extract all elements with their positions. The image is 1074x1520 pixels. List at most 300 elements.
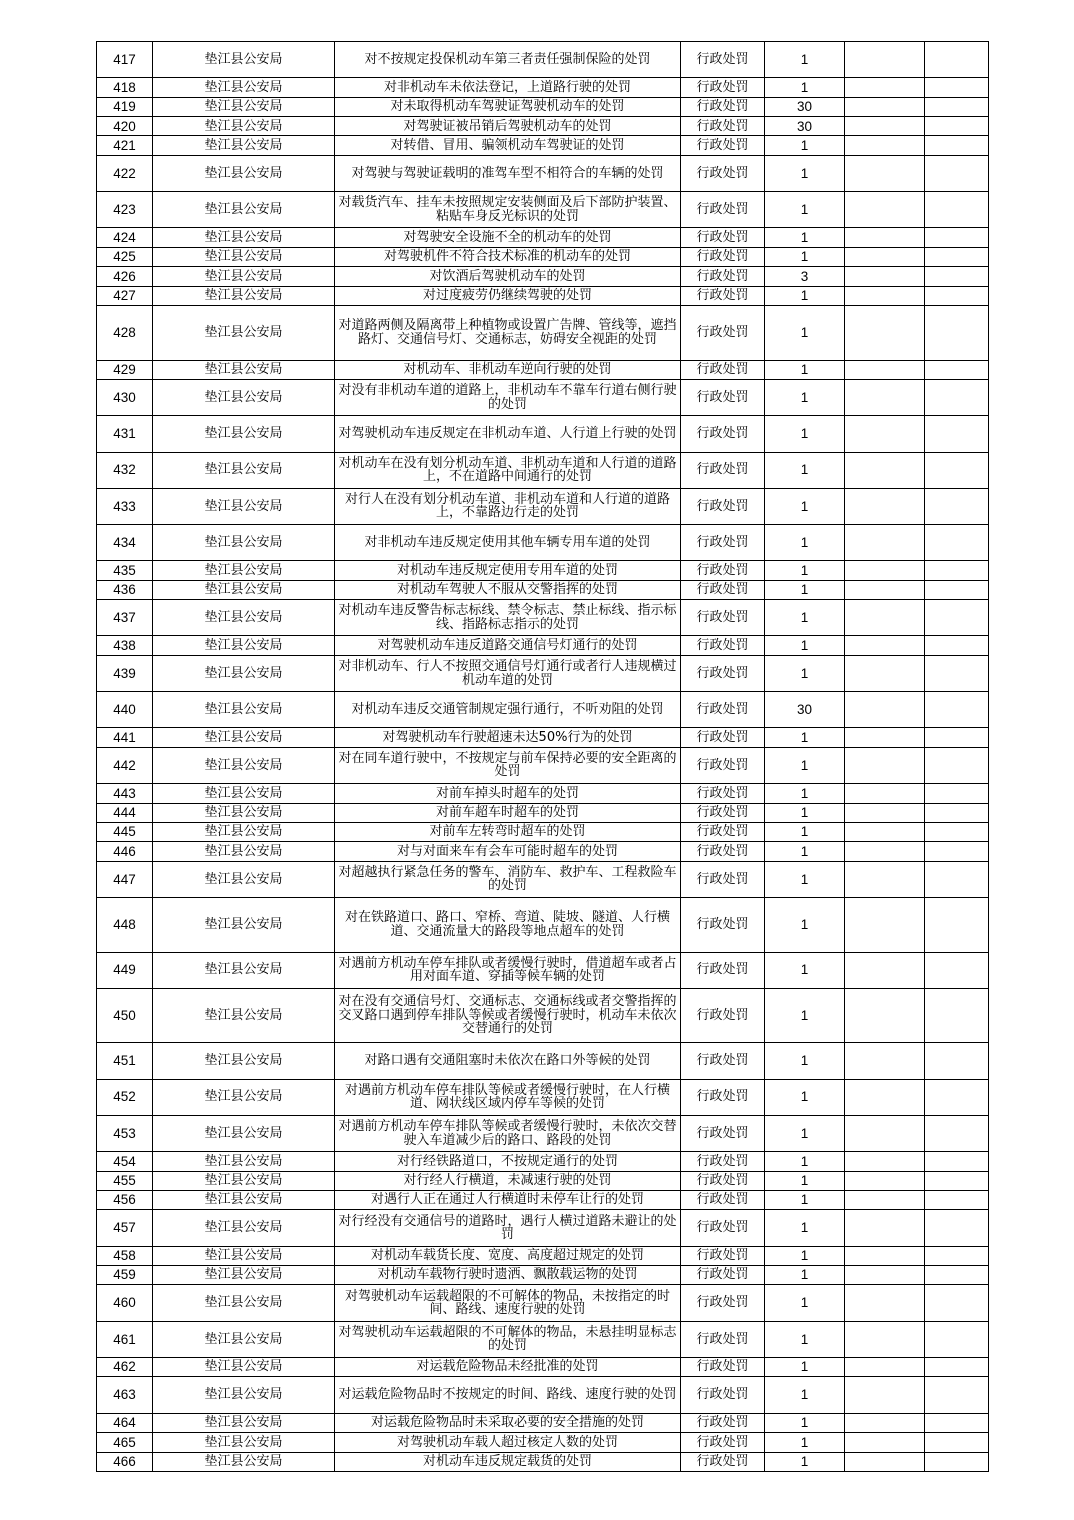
row-number: 447	[97, 861, 153, 897]
row-number: 459	[97, 1266, 153, 1285]
department-cell: 垫江县公安局	[153, 97, 335, 116]
table-row	[97, 452, 989, 488]
department-cell: 垫江县公安局	[153, 1358, 335, 1377]
empty-cell	[845, 636, 925, 655]
count-cell: 1	[765, 192, 845, 228]
count-cell: 1	[765, 1246, 845, 1265]
department-cell: 垫江县公安局	[153, 1377, 335, 1413]
count-cell: 1	[765, 784, 845, 803]
row-number: 464	[97, 1413, 153, 1432]
type-cell: 行政处罚	[681, 379, 765, 415]
type-cell: 行政处罚	[681, 1358, 765, 1377]
row-number: 435	[97, 561, 153, 580]
count-cell: 1	[765, 306, 845, 361]
empty-cell	[845, 1452, 925, 1471]
department-cell: 垫江县公安局	[153, 1452, 335, 1471]
empty-cell	[845, 822, 925, 841]
count-cell: 1	[765, 416, 845, 452]
row-number: 454	[97, 1152, 153, 1171]
empty-cell	[925, 155, 989, 191]
empty-cell	[925, 1433, 989, 1452]
department-cell: 垫江县公安局	[153, 488, 335, 524]
type-cell: 行政处罚	[681, 728, 765, 747]
empty-cell	[925, 228, 989, 247]
type-cell: 行政处罚	[681, 360, 765, 379]
row-number: 462	[97, 1358, 153, 1377]
type-cell: 行政处罚	[681, 1377, 765, 1413]
empty-cell	[925, 78, 989, 97]
empty-cell	[925, 898, 989, 953]
department-cell: 垫江县公安局	[153, 1413, 335, 1432]
count-cell: 1	[765, 1413, 845, 1432]
table-row	[97, 861, 989, 897]
table-row	[97, 1377, 989, 1413]
count-cell: 1	[765, 842, 845, 861]
table-row	[97, 379, 989, 415]
type-cell: 行政处罚	[681, 488, 765, 524]
count-cell: 1	[765, 488, 845, 524]
department-cell: 垫江县公安局	[153, 452, 335, 488]
empty-cell	[845, 1358, 925, 1377]
empty-cell	[845, 42, 925, 78]
empty-cell	[845, 1413, 925, 1432]
table-body	[97, 42, 989, 1472]
row-number: 461	[97, 1321, 153, 1357]
empty-cell	[925, 1115, 989, 1151]
empty-cell	[845, 452, 925, 488]
item-cell: 对行经人行横道，未减速行驶的处罚	[335, 1171, 681, 1190]
row-number: 434	[97, 525, 153, 561]
department-cell: 垫江县公安局	[153, 1152, 335, 1171]
department-cell: 垫江县公安局	[153, 861, 335, 897]
empty-cell	[845, 728, 925, 747]
empty-cell	[845, 803, 925, 822]
empty-cell	[845, 416, 925, 452]
row-number: 442	[97, 747, 153, 783]
empty-cell	[925, 861, 989, 897]
row-number: 457	[97, 1210, 153, 1246]
row-number: 438	[97, 636, 153, 655]
type-cell: 行政处罚	[681, 636, 765, 655]
item-cell: 对驾驶安全设施不全的机动车的处罚	[335, 228, 681, 247]
count-cell: 1	[765, 580, 845, 599]
row-number: 455	[97, 1171, 153, 1190]
count-cell: 1	[765, 988, 845, 1043]
department-cell: 垫江县公安局	[153, 580, 335, 599]
department-cell: 垫江县公安局	[153, 192, 335, 228]
empty-cell	[845, 97, 925, 116]
item-cell: 对路口遇有交通阻塞时未依次在路口外等候的处罚	[335, 1043, 681, 1079]
row-number: 444	[97, 803, 153, 822]
item-cell: 对驾驶机件不符合技术标准的机动车的处罚	[335, 247, 681, 266]
table-row	[97, 561, 989, 580]
item-cell: 对运载危险物品未经批准的处罚	[335, 1358, 681, 1377]
row-number: 440	[97, 692, 153, 728]
department-cell: 垫江县公安局	[153, 636, 335, 655]
count-cell: 1	[765, 155, 845, 191]
empty-cell	[925, 267, 989, 286]
table-row	[97, 636, 989, 655]
table-row	[97, 1358, 989, 1377]
table-row	[97, 580, 989, 599]
item-cell: 对饮酒后驾驶机动车的处罚	[335, 267, 681, 286]
type-cell: 行政处罚	[681, 784, 765, 803]
empty-cell	[845, 1079, 925, 1115]
empty-cell	[925, 784, 989, 803]
empty-cell	[925, 1377, 989, 1413]
empty-cell	[925, 525, 989, 561]
empty-cell	[845, 861, 925, 897]
row-number: 451	[97, 1043, 153, 1079]
department-cell: 垫江县公安局	[153, 117, 335, 136]
table-row	[97, 747, 989, 783]
empty-cell	[925, 1413, 989, 1432]
type-cell: 行政处罚	[681, 42, 765, 78]
empty-cell	[845, 1377, 925, 1413]
department-cell: 垫江县公安局	[153, 1043, 335, 1079]
item-cell: 对机动车载物行驶时遗洒、飘散载运物的处罚	[335, 1266, 681, 1285]
department-cell: 垫江县公安局	[153, 692, 335, 728]
table-row	[97, 267, 989, 286]
table-row	[97, 286, 989, 305]
row-number: 446	[97, 842, 153, 861]
empty-cell	[925, 636, 989, 655]
count-cell: 1	[765, 78, 845, 97]
table-row	[97, 600, 989, 636]
department-cell: 垫江县公安局	[153, 1266, 335, 1285]
count-cell: 1	[765, 1433, 845, 1452]
type-cell: 行政处罚	[681, 1043, 765, 1079]
empty-cell	[925, 117, 989, 136]
table-row	[97, 822, 989, 841]
table-row	[97, 728, 989, 747]
empty-cell	[845, 1171, 925, 1190]
empty-cell	[925, 728, 989, 747]
type-cell: 行政处罚	[681, 655, 765, 691]
count-cell: 1	[765, 452, 845, 488]
type-cell: 行政处罚	[681, 286, 765, 305]
empty-cell	[845, 1210, 925, 1246]
table-row	[97, 155, 989, 191]
row-number: 450	[97, 988, 153, 1043]
table-row	[97, 784, 989, 803]
item-cell: 对不按规定投保机动车第三者责任强制保险的处罚	[335, 42, 681, 78]
department-cell: 垫江县公安局	[153, 1171, 335, 1190]
department-cell: 垫江县公安局	[153, 267, 335, 286]
count-cell: 1	[765, 898, 845, 953]
count-cell: 3	[765, 267, 845, 286]
row-number: 452	[97, 1079, 153, 1115]
empty-cell	[845, 136, 925, 155]
row-number: 441	[97, 728, 153, 747]
department-cell: 垫江县公安局	[153, 898, 335, 953]
row-number: 433	[97, 488, 153, 524]
count-cell: 1	[765, 600, 845, 636]
count-cell: 1	[765, 1321, 845, 1357]
empty-cell	[925, 416, 989, 452]
type-cell: 行政处罚	[681, 580, 765, 599]
empty-cell	[925, 42, 989, 78]
count-cell: 1	[765, 228, 845, 247]
table-row	[97, 1190, 989, 1209]
empty-cell	[925, 580, 989, 599]
type-cell: 行政处罚	[681, 842, 765, 861]
item-cell: 对非机动车未依法登记，上道路行驶的处罚	[335, 78, 681, 97]
row-number: 426	[97, 267, 153, 286]
count-cell: 1	[765, 1043, 845, 1079]
empty-cell	[925, 286, 989, 305]
empty-cell	[925, 600, 989, 636]
item-cell: 对机动车在没有划分机动车道、非机动车道和人行道的道路上，不在道路中间通行的处罚	[335, 452, 681, 488]
row-number: 431	[97, 416, 153, 452]
count-cell: 1	[765, 1190, 845, 1209]
table-row	[97, 97, 989, 116]
row-number: 422	[97, 155, 153, 191]
empty-cell	[845, 580, 925, 599]
empty-cell	[925, 488, 989, 524]
row-number: 437	[97, 600, 153, 636]
count-cell: 1	[765, 1171, 845, 1190]
empty-cell	[845, 286, 925, 305]
row-number: 453	[97, 1115, 153, 1151]
type-cell: 行政处罚	[681, 525, 765, 561]
item-cell: 对过度疲劳仍继续驾驶的处罚	[335, 286, 681, 305]
row-number: 436	[97, 580, 153, 599]
empty-cell	[845, 1043, 925, 1079]
table-row	[97, 488, 989, 524]
table-row	[97, 228, 989, 247]
empty-cell	[925, 1285, 989, 1321]
row-number: 417	[97, 42, 153, 78]
type-cell: 行政处罚	[681, 1246, 765, 1265]
table-row	[97, 803, 989, 822]
type-cell: 行政处罚	[681, 600, 765, 636]
table-row	[97, 842, 989, 861]
department-cell: 垫江县公安局	[153, 803, 335, 822]
row-number: 419	[97, 97, 153, 116]
empty-cell	[845, 842, 925, 861]
department-cell: 垫江县公安局	[153, 1321, 335, 1357]
count-cell: 1	[765, 1358, 845, 1377]
item-cell: 对驾驶机动车违反规定在非机动车道、人行道上行驶的处罚	[335, 416, 681, 452]
count-cell: 1	[765, 1452, 845, 1471]
table-row	[97, 1285, 989, 1321]
item-cell: 对机动车违反规定使用专用车道的处罚	[335, 561, 681, 580]
count-cell: 30	[765, 692, 845, 728]
empty-cell	[845, 692, 925, 728]
item-cell: 对遇行人正在通过人行横道时未停车让行的处罚	[335, 1190, 681, 1209]
empty-cell	[925, 1246, 989, 1265]
empty-cell	[845, 561, 925, 580]
department-cell: 垫江县公安局	[153, 1210, 335, 1246]
type-cell: 行政处罚	[681, 1321, 765, 1357]
type-cell: 行政处罚	[681, 97, 765, 116]
item-cell: 对行经铁路道口，不按规定通行的处罚	[335, 1152, 681, 1171]
row-number: 427	[97, 286, 153, 305]
empty-cell	[845, 1266, 925, 1285]
department-cell: 垫江县公安局	[153, 842, 335, 861]
item-cell: 对在同车道行驶中，不按规定与前车保持必要的安全距离的处罚	[335, 747, 681, 783]
table-row	[97, 1413, 989, 1432]
item-cell: 对驾驶机动车运载超限的不可解体的物品，未悬挂明显标志的处罚	[335, 1321, 681, 1357]
item-cell: 对未取得机动车驾驶证驾驶机动车的处罚	[335, 97, 681, 116]
row-number: 424	[97, 228, 153, 247]
type-cell: 行政处罚	[681, 192, 765, 228]
item-cell: 对在没有交通信号灯、交通标志、交通标线或者交警指挥的交叉路口遇到停车排队等候或者缓慢行驶时，机动车未依次交替通行的处罚	[335, 988, 681, 1043]
table-row	[97, 692, 989, 728]
row-number: 465	[97, 1433, 153, 1452]
type-cell: 行政处罚	[681, 78, 765, 97]
empty-cell	[925, 452, 989, 488]
empty-cell	[845, 1285, 925, 1321]
item-cell: 对非机动车违反规定使用其他车辆专用车道的处罚	[335, 525, 681, 561]
department-cell: 垫江县公安局	[153, 728, 335, 747]
row-number: 432	[97, 452, 153, 488]
table-row	[97, 1171, 989, 1190]
type-cell: 行政处罚	[681, 136, 765, 155]
empty-cell	[845, 1152, 925, 1171]
type-cell: 行政处罚	[681, 1115, 765, 1151]
item-cell: 对机动车、非机动车逆向行驶的处罚	[335, 360, 681, 379]
table-row	[97, 136, 989, 155]
count-cell: 1	[765, 728, 845, 747]
item-cell: 对机动车违反警告标志标线、禁令标志、禁止标线、指示标线、指路标志指示的处罚	[335, 600, 681, 636]
empty-cell	[845, 988, 925, 1043]
item-cell: 对驾驶证被吊销后驾驶机动车的处罚	[335, 117, 681, 136]
table-row	[97, 416, 989, 452]
empty-cell	[845, 525, 925, 561]
empty-cell	[925, 1210, 989, 1246]
count-cell: 1	[765, 655, 845, 691]
empty-cell	[925, 1266, 989, 1285]
row-number: 458	[97, 1246, 153, 1265]
table-row	[97, 525, 989, 561]
empty-cell	[925, 655, 989, 691]
item-cell: 对运载危险物品时未采取必要的安全措施的处罚	[335, 1413, 681, 1432]
item-cell: 对非机动车、行人不按照交通信号灯通行或者行人违规横过机动车道的处罚	[335, 655, 681, 691]
row-number: 425	[97, 247, 153, 266]
item-cell: 对机动车违反交通管制规定强行通行，不听劝阻的处罚	[335, 692, 681, 728]
empty-cell	[925, 1452, 989, 1471]
row-number: 423	[97, 192, 153, 228]
type-cell: 行政处罚	[681, 416, 765, 452]
department-cell: 垫江县公安局	[153, 822, 335, 841]
empty-cell	[845, 247, 925, 266]
table-row	[97, 898, 989, 953]
row-number: 445	[97, 822, 153, 841]
table-row	[97, 1452, 989, 1471]
empty-cell	[925, 842, 989, 861]
empty-cell	[845, 488, 925, 524]
empty-cell	[845, 1115, 925, 1151]
empty-cell	[845, 952, 925, 988]
row-number: 430	[97, 379, 153, 415]
empty-cell	[925, 360, 989, 379]
empty-cell	[925, 803, 989, 822]
empty-cell	[925, 747, 989, 783]
empty-cell	[845, 898, 925, 953]
row-number: 421	[97, 136, 153, 155]
item-cell: 对行人在没有划分机动车道、非机动车道和人行道的道路上，不靠路边行走的处罚	[335, 488, 681, 524]
empty-cell	[925, 1190, 989, 1209]
item-cell: 对遇前方机动车停车排队等候或者缓慢行驶时，未依次交替驶入车道减少后的路口、路段的处罚	[335, 1115, 681, 1151]
department-cell: 垫江县公安局	[153, 78, 335, 97]
table-row	[97, 1321, 989, 1357]
item-cell: 对驾驶机动车载人超过核定人数的处罚	[335, 1433, 681, 1452]
count-cell: 1	[765, 247, 845, 266]
department-cell: 垫江县公安局	[153, 42, 335, 78]
department-cell: 垫江县公安局	[153, 1115, 335, 1151]
empty-cell	[845, 747, 925, 783]
empty-cell	[925, 822, 989, 841]
empty-cell	[925, 136, 989, 155]
type-cell: 行政处罚	[681, 561, 765, 580]
table-row	[97, 247, 989, 266]
type-cell: 行政处罚	[681, 1413, 765, 1432]
item-cell: 对超越执行紧急任务的警车、消防车、救护车、工程救险车的处罚	[335, 861, 681, 897]
item-cell: 对驾驶与驾驶证载明的准驾车型不相符合的车辆的处罚	[335, 155, 681, 191]
department-cell: 垫江县公安局	[153, 1433, 335, 1452]
count-cell: 1	[765, 747, 845, 783]
type-cell: 行政处罚	[681, 155, 765, 191]
count-cell: 1	[765, 1152, 845, 1171]
department-cell: 垫江县公安局	[153, 1079, 335, 1115]
table-row	[97, 1079, 989, 1115]
item-cell: 对道路两侧及隔离带上种植物或设置广告牌、管线等，遮挡路灯、交通信号灯、交通标志，妨碍安全视距的处罚	[335, 306, 681, 361]
count-cell: 1	[765, 136, 845, 155]
item-cell: 对前车左转弯时超车的处罚	[335, 822, 681, 841]
type-cell: 行政处罚	[681, 228, 765, 247]
empty-cell	[845, 267, 925, 286]
department-cell: 垫江县公安局	[153, 286, 335, 305]
department-cell: 垫江县公安局	[153, 136, 335, 155]
type-cell: 行政处罚	[681, 452, 765, 488]
count-cell: 1	[765, 379, 845, 415]
count-cell: 1	[765, 861, 845, 897]
item-cell: 对运载危险物品时不按规定的时间、路线、速度行驶的处罚	[335, 1377, 681, 1413]
item-cell: 对行经没有交通信号的道路时，遇行人横过道路未避让的处罚	[335, 1210, 681, 1246]
type-cell: 行政处罚	[681, 822, 765, 841]
empty-cell	[845, 117, 925, 136]
empty-cell	[845, 78, 925, 97]
department-cell: 垫江县公安局	[153, 306, 335, 361]
punishment-table	[96, 41, 989, 1472]
count-cell: 30	[765, 97, 845, 116]
type-cell: 行政处罚	[681, 952, 765, 988]
empty-cell	[845, 655, 925, 691]
item-cell: 对前车掉头时超车的处罚	[335, 784, 681, 803]
count-cell: 1	[765, 1115, 845, 1151]
empty-cell	[925, 247, 989, 266]
row-number: 449	[97, 952, 153, 988]
table-row	[97, 952, 989, 988]
empty-cell	[925, 561, 989, 580]
empty-cell	[925, 97, 989, 116]
item-cell: 对驾驶机动车运载超限的不可解体的物品，未按指定的时间、路线、速度行驶的处罚	[335, 1285, 681, 1321]
count-cell: 1	[765, 1079, 845, 1115]
empty-cell	[845, 192, 925, 228]
type-cell: 行政处罚	[681, 747, 765, 783]
row-number: 429	[97, 360, 153, 379]
empty-cell	[845, 784, 925, 803]
empty-cell	[925, 988, 989, 1043]
department-cell: 垫江县公安局	[153, 952, 335, 988]
count-cell: 1	[765, 286, 845, 305]
department-cell: 垫江县公安局	[153, 247, 335, 266]
table-row	[97, 306, 989, 361]
type-cell: 行政处罚	[681, 1171, 765, 1190]
department-cell: 垫江县公安局	[153, 1246, 335, 1265]
